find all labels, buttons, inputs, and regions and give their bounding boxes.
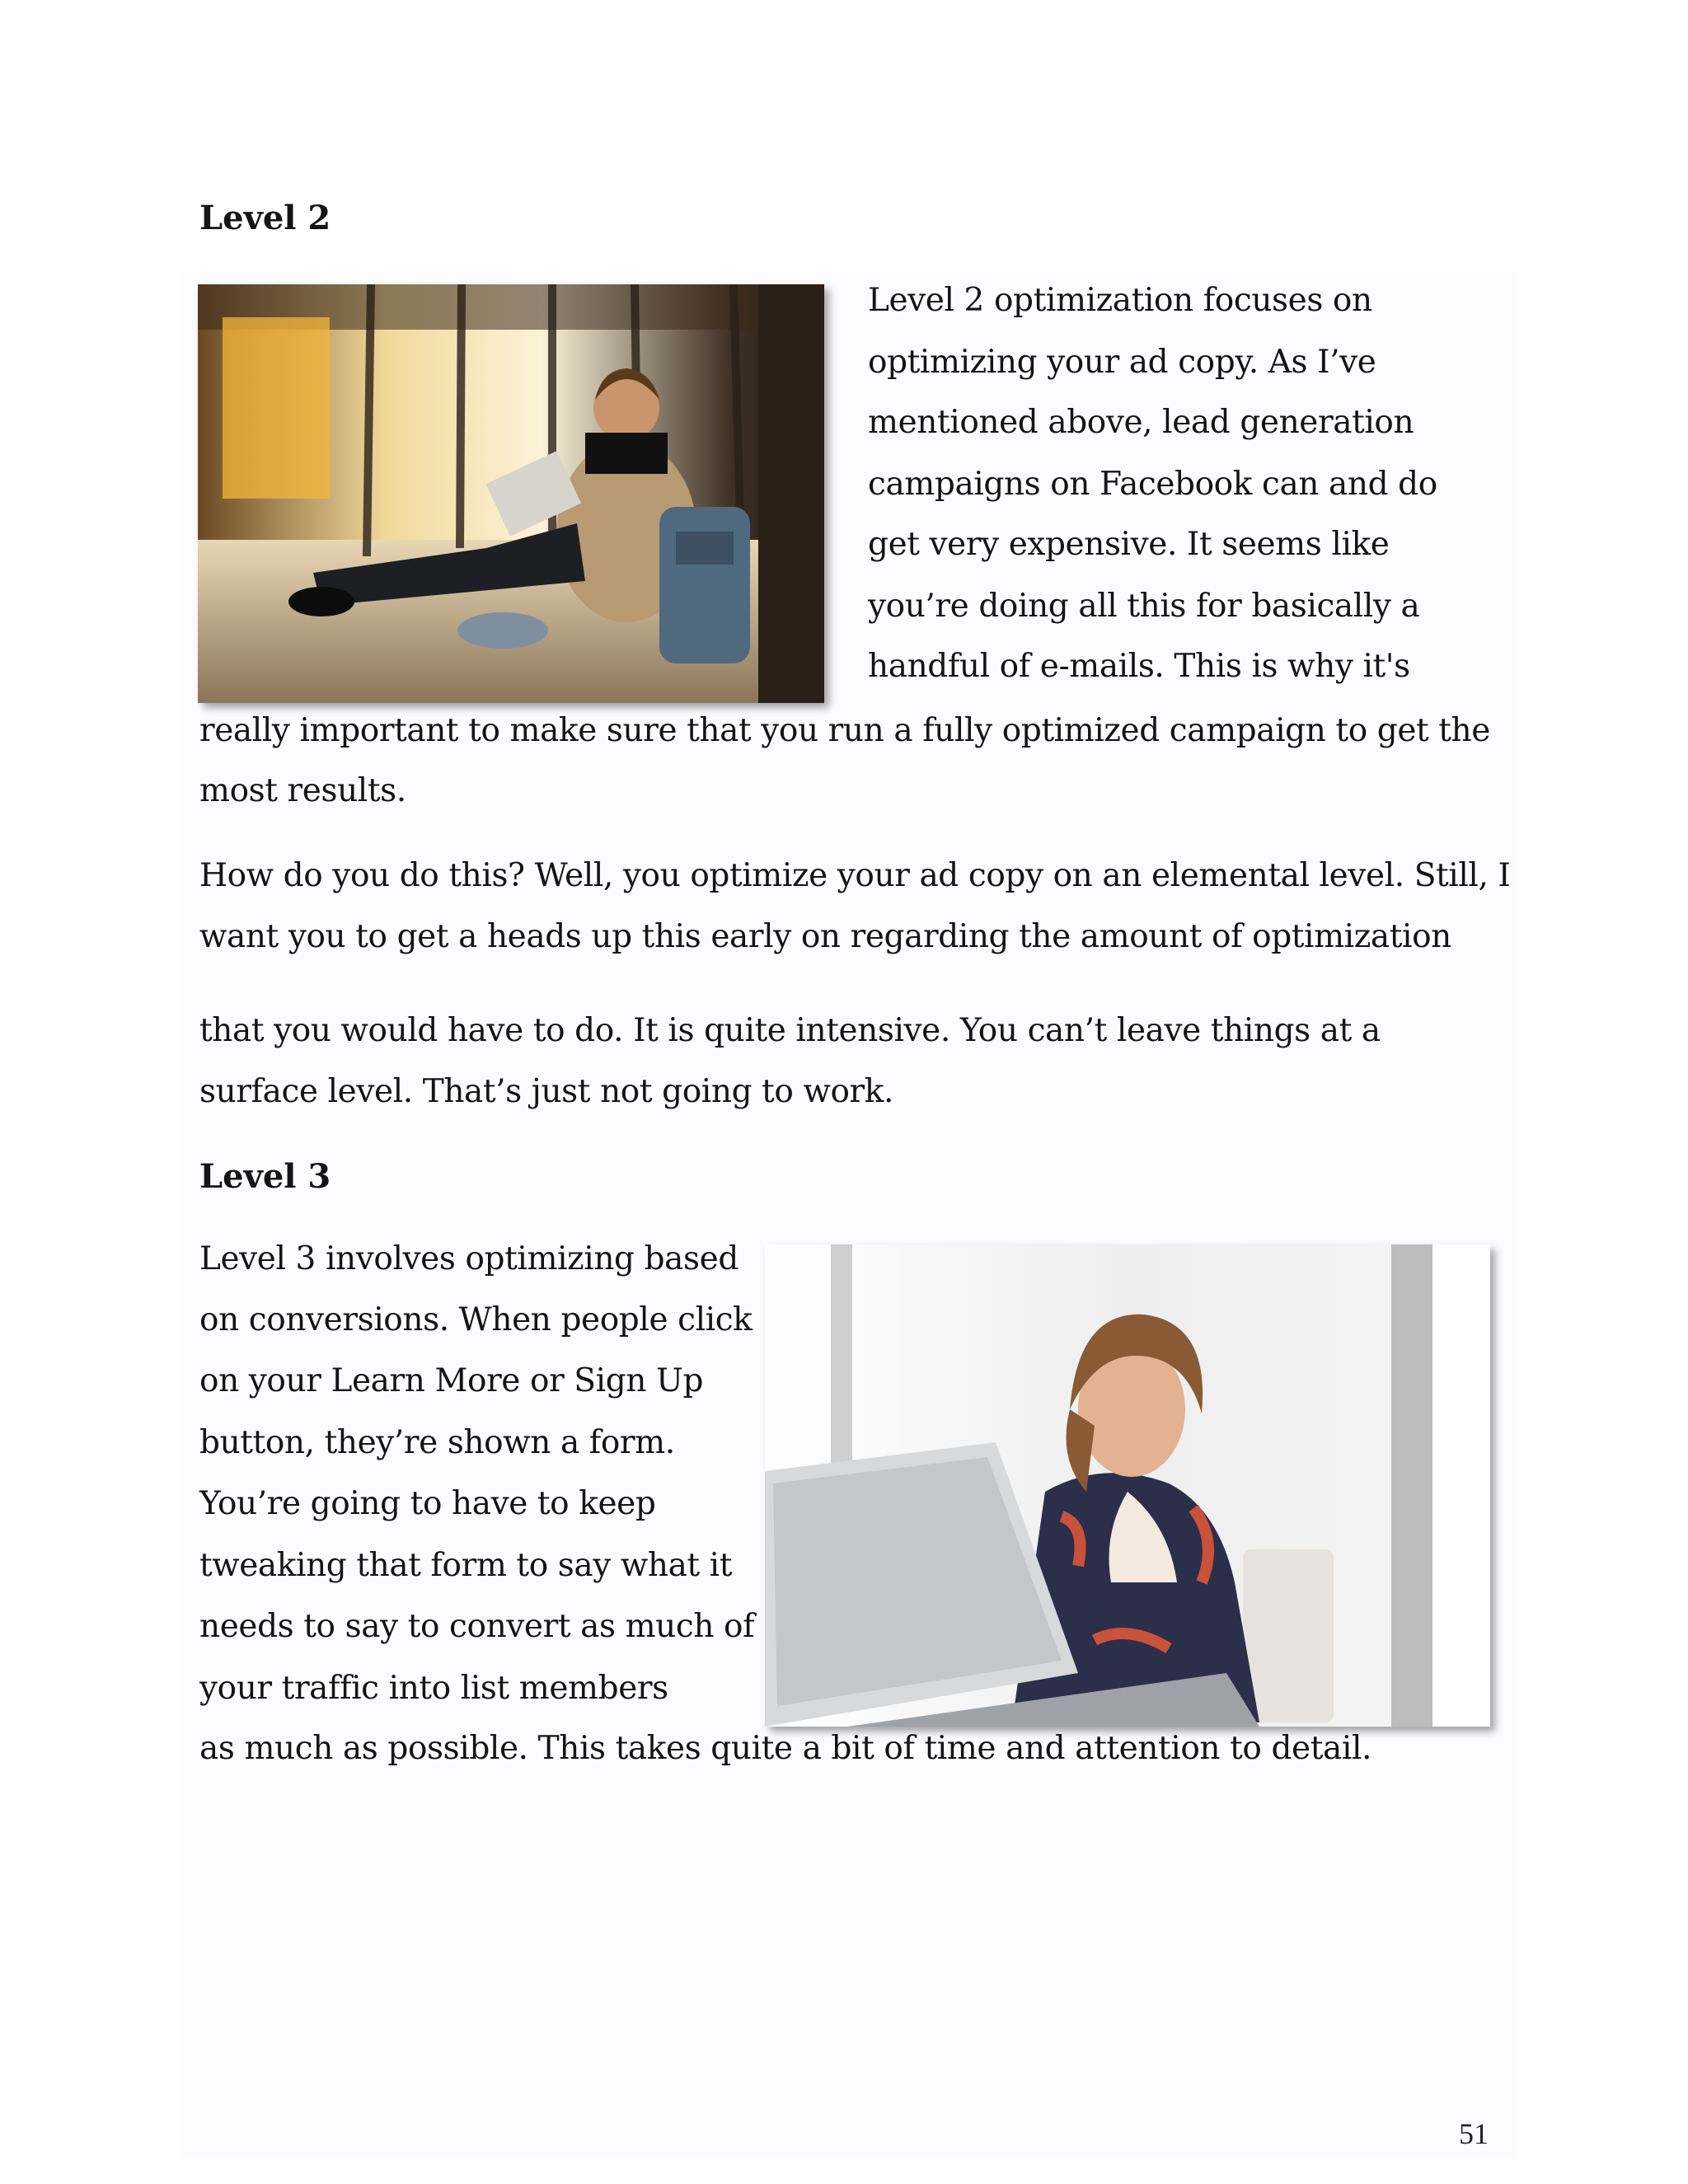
text-line: Level 2 optimization focuses on bbox=[868, 282, 1372, 319]
text-line: as much as possible. This takes quite a bit of time and attention to detail. bbox=[199, 1730, 1372, 1767]
text-line: you’re doing all this for basically a bbox=[868, 588, 1420, 625]
text-line: mentioned above, lead generation bbox=[868, 404, 1414, 441]
text-line: surface level. That’s just not going to work. bbox=[199, 1073, 894, 1110]
text-line: campaigns on Facebook can and do bbox=[868, 466, 1437, 503]
text-line: really important to make sure that you run a fully optimized campaign to get the bbox=[199, 712, 1490, 749]
text-line: needs to say to convert as much of bbox=[199, 1608, 755, 1645]
text-line: your traffic into list members bbox=[199, 1670, 668, 1707]
text-line: You’re going to have to keep bbox=[199, 1485, 656, 1522]
woman-with-laptop-photo bbox=[765, 1244, 1490, 1727]
text-line: want you to get a heads up this early on regarding the amount of optimization bbox=[199, 918, 1451, 955]
text-line: Level 3 involves optimizing based bbox=[199, 1240, 738, 1277]
level-2-heading: Level 2 bbox=[199, 199, 331, 237]
text-line: tweaking that form to say what it bbox=[199, 1547, 733, 1584]
text-line: on conversions. When people click bbox=[199, 1301, 753, 1338]
man-with-laptop-photo bbox=[198, 284, 824, 703]
text-line: get very expensive. It seems like bbox=[868, 526, 1390, 563]
text-line: most results. bbox=[199, 772, 406, 809]
text-line: optimizing your ad copy. As I’ve bbox=[868, 344, 1376, 381]
text-line: handful of e-mails. This is why it's bbox=[868, 648, 1410, 685]
page-number: 51 bbox=[1459, 2117, 1489, 2150]
text-line: How do you do this? Well, you optimize your ad copy on an elemental level. Still, I bbox=[199, 857, 1511, 894]
level-3-heading: Level 3 bbox=[199, 1157, 331, 1196]
text-line: that you would have to do. It is quite intensive. You can’t leave things at a bbox=[199, 1012, 1381, 1049]
text-line: on your Learn More or Sign Up bbox=[199, 1362, 704, 1399]
text-line: button, they’re shown a form. bbox=[199, 1424, 675, 1461]
